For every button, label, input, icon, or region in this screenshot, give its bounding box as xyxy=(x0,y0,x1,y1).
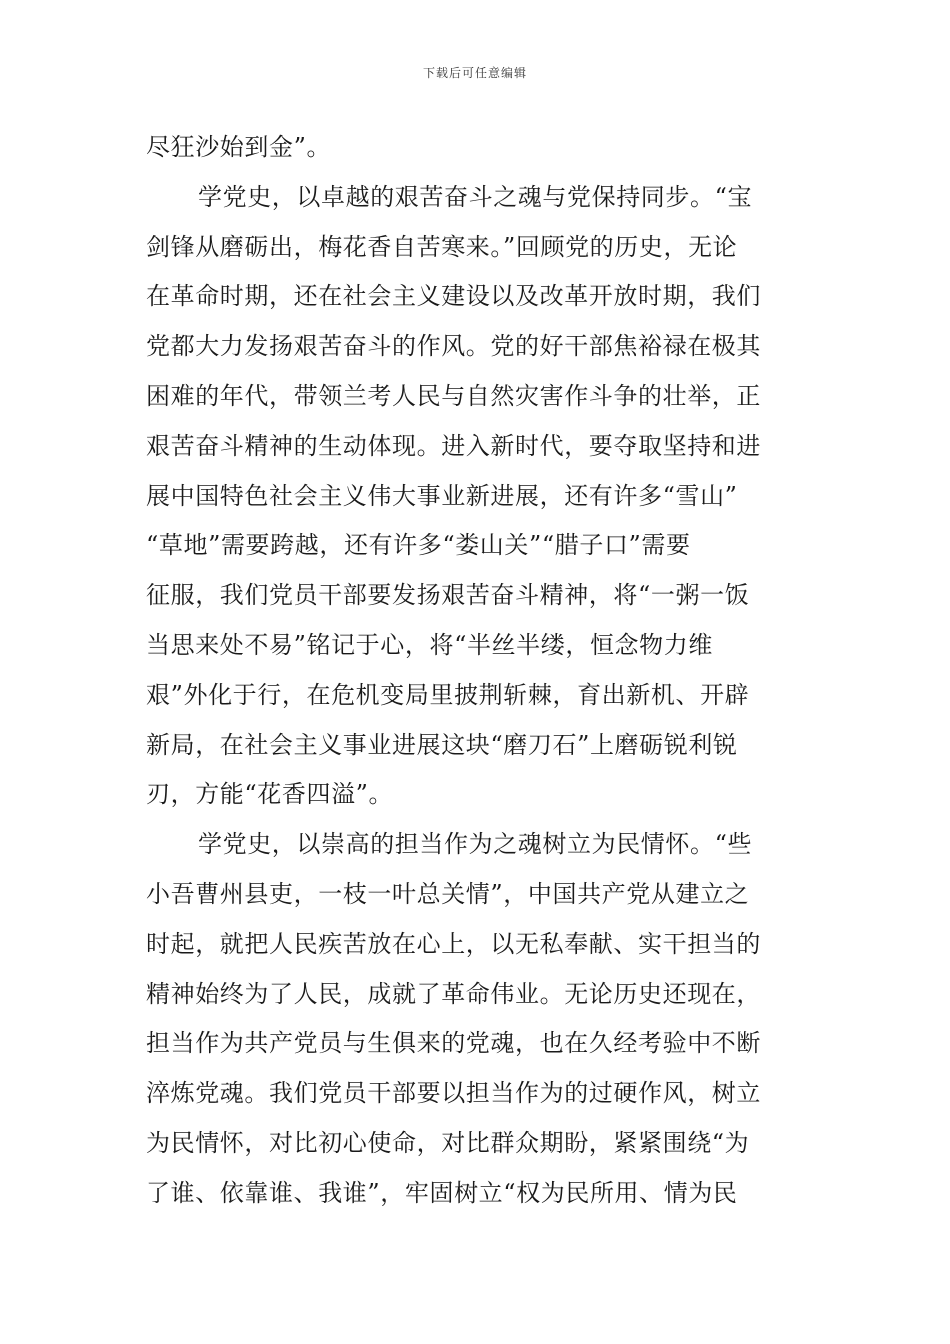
text-line: 在革命时期，还在社会主义建设以及改革开放时期，我们 xyxy=(146,282,761,311)
text-line: 为民情怀，对比初心使命，对比群众期盼，紧紧围绕“为 xyxy=(146,1128,750,1157)
text-line: 担当作为共产党员与生俱来的党魂，也在久经考验中不断 xyxy=(146,1029,761,1058)
text-line: 时起，就把人民疾苦放在心上，以无私奉献、实干担当的 xyxy=(146,929,761,958)
text-line: 学党史，以崇高的担当作为之魂树立为民情怀。“些 xyxy=(198,830,753,859)
document-body xyxy=(146,123,806,1219)
text-line: 刃，方能“花香四溢”。 xyxy=(146,780,394,809)
text-line: 艰”外化于行，在危机变局里披荆斩棘，育出新机、开辟 xyxy=(146,680,750,709)
text-line: 学党史，以卓越的艰苦奋斗之魂与党保持同步。“宝 xyxy=(198,182,753,211)
text-line: “草地”需要跨越，还有许多“娄山关”“腊子口”需要 xyxy=(146,531,691,560)
text-line: 尽狂沙始到金”。 xyxy=(146,133,332,161)
text-line: 党都大力发扬艰苦奋斗的作风。党的好干部焦裕禄在极其 xyxy=(146,332,761,361)
text-line: 当思来处不易”铭记于心，将“半丝半缕，恒念物力维 xyxy=(146,630,713,659)
text-line: 小吾曹州县吏，一枝一叶总关情”，中国共产党从建立之 xyxy=(146,879,750,908)
text-line: 剑锋从磨砺出，梅花香自苦寒来。”回顾党的历史，无论 xyxy=(146,232,738,261)
text-line: 展中国特色社会主义伟大事业新进展，还有许多“雪山” xyxy=(146,481,738,510)
text-line: 新局，在社会主义事业进展这块“磨刀石”上磨砺锐利锐 xyxy=(146,730,738,759)
text-line: 困难的年代，带领兰考人民与自然灾害作斗争的壮举，正 xyxy=(146,381,761,410)
page-header: 下载后可任意编辑 xyxy=(422,66,527,80)
text-line: 征服，我们党员干部要发扬艰苦奋斗精神，将“一粥一饭 xyxy=(146,581,750,610)
text-line: 艰苦奋斗精神的生动体现。进入新时代，要夺取坚持和进 xyxy=(146,431,761,460)
text-line: 淬炼党魂。我们党员干部要以担当作为的过硬作风，树立 xyxy=(146,1079,761,1108)
text-line: 精神始终为了人民，成就了革命伟业。无论历史还现在， xyxy=(146,979,761,1008)
text-line: 了谁、依靠谁、我谁”，牢固树立“权为民所用、情为民 xyxy=(146,1178,738,1207)
